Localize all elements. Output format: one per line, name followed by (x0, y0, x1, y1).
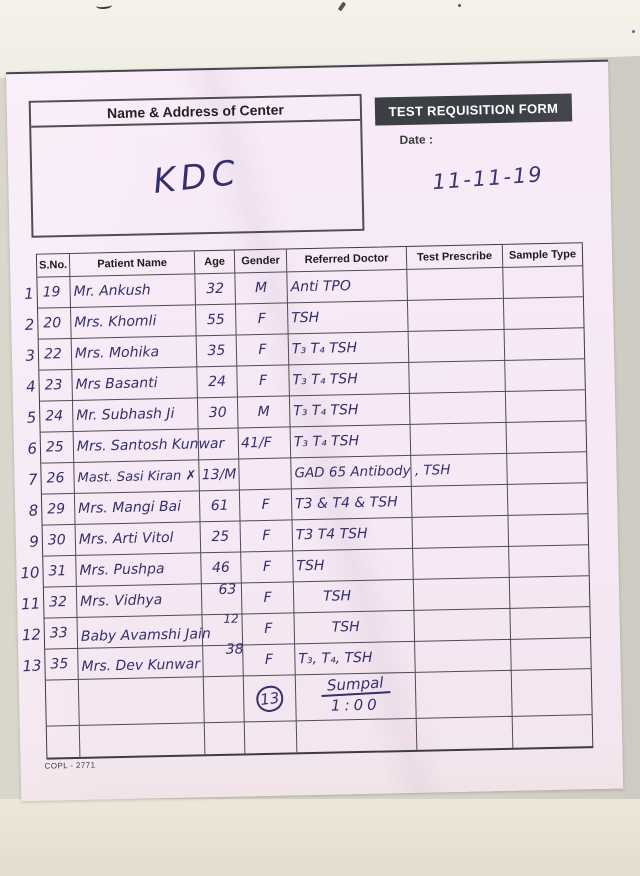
sno-value: 22 (43, 346, 62, 363)
sno-cell (44, 587, 78, 619)
test-cell (411, 454, 508, 487)
margin-number: 3 (24, 345, 36, 365)
date-value-handwritten: 11-11-19 (431, 162, 545, 195)
sno-cell (45, 649, 79, 681)
margin-number: 7 (27, 469, 39, 489)
sno-cell (42, 494, 76, 526)
summary-name-cell (79, 677, 205, 726)
age-cell (201, 521, 242, 553)
margin-number: 12 (21, 624, 42, 644)
gender-value: F (262, 527, 271, 545)
test-cell (412, 516, 509, 549)
empty-cell (417, 717, 514, 750)
header-test: Test Prescribe (407, 245, 503, 270)
margin-number: 5 (26, 407, 37, 427)
sno-cell (43, 525, 77, 557)
test-cell (407, 268, 504, 301)
sno-value: 33 (49, 625, 68, 642)
gender-value: M (257, 403, 270, 421)
sno-cell (38, 308, 72, 340)
gender-value: F (261, 496, 270, 514)
age-cell (199, 459, 240, 491)
age-value: 63 (218, 581, 237, 598)
gender-cell (236, 303, 289, 335)
margin-number: 1 (23, 283, 35, 303)
empty-cell (245, 721, 298, 753)
test-written: T3 T4 TSH (295, 525, 368, 544)
doctor-cell (292, 487, 413, 521)
center-box-title: Name & Address of Center (31, 96, 360, 128)
patient-name: Mrs. Mangi Bai (78, 498, 182, 517)
sample-cell (509, 545, 589, 578)
patient-name: Mrs. Santosh Kunwar (76, 435, 225, 455)
header-gender: Gender (235, 249, 287, 273)
sample-cell (508, 514, 588, 547)
test-cell (413, 547, 510, 580)
doctor-cell (287, 270, 408, 304)
test-written: T₃ T₄ TSH (292, 370, 358, 389)
gender-value: M (254, 279, 268, 297)
sno-value: 31 (48, 563, 67, 580)
patient-name: Mr. Subhash Ji (76, 405, 175, 424)
test-cell (414, 578, 511, 611)
summary-age-cell (204, 676, 245, 723)
sample-cell (510, 607, 590, 640)
name-cell (77, 584, 203, 618)
gender-cell (243, 644, 296, 676)
patient-name: Mrs. Khomli (74, 313, 157, 331)
test-cell (409, 361, 506, 394)
sample-cell (504, 297, 584, 330)
patient-name: Mrs. Arti Vitol (78, 529, 174, 548)
gender-value: F (258, 341, 267, 359)
gender-value: 41/F (240, 434, 272, 452)
gender-cell (239, 458, 292, 490)
sample-cell (508, 483, 588, 516)
sno-cell (40, 401, 74, 433)
margin-number: 4 (25, 376, 37, 396)
age-value: 24 (208, 373, 227, 391)
empty-cell (80, 723, 206, 757)
name-cell (78, 615, 211, 649)
age-value: 30 (208, 404, 227, 422)
header-age: Age (195, 251, 235, 275)
summary-test-cell (416, 671, 513, 719)
test-written: TSH (291, 309, 320, 327)
patient-name: Mrs. Pushpa (79, 561, 165, 579)
gender-cell (242, 582, 295, 614)
empty-cell (513, 715, 593, 748)
patient-name: Mrs. Mohika (74, 344, 160, 362)
summary-gender-cell (244, 675, 297, 722)
age-value: 13/M (201, 466, 237, 484)
margin-number: 10 (19, 562, 41, 582)
margin-number: 8 (28, 500, 39, 520)
requisition-form-paper (6, 60, 623, 801)
center-name-handwritten: KDC (151, 152, 243, 202)
scanner-bottom-band (0, 799, 640, 876)
sno-value: 35 (50, 656, 69, 673)
age-value: 35 (207, 342, 226, 360)
header-sample: Sample Type (503, 243, 582, 268)
test-written: T₃ T₄ TSH (291, 339, 358, 358)
sample-cell (507, 452, 587, 485)
age-cell (203, 641, 244, 677)
test-written: T₃ T₄ TSH (293, 401, 359, 420)
gender-cell (237, 334, 290, 366)
gender-cell (239, 427, 292, 459)
test-written: TSH (331, 618, 360, 636)
gender-cell (238, 396, 291, 428)
test-cell (411, 423, 508, 456)
sno-cell (37, 277, 71, 309)
age-cell (198, 397, 239, 429)
margin-number: 9 (28, 531, 40, 551)
test-cell (409, 330, 506, 363)
date-label: Date : (399, 132, 434, 148)
header-sno: S.No. (37, 254, 70, 278)
margin-number: 6 (26, 438, 38, 458)
patient-name: Mast. Sasi Kiran ✗ (77, 467, 197, 486)
gender-value: F (264, 651, 274, 668)
gender-value: F (264, 620, 273, 637)
age-value: 46 (211, 559, 231, 577)
doctor-cell (288, 301, 409, 335)
doctor-cell (289, 363, 410, 397)
patient-name: Mrs. Vidhya (80, 592, 163, 610)
name-cell (74, 429, 225, 463)
age-value: 32 (206, 280, 225, 298)
name-cell (72, 336, 198, 370)
sno-cell (43, 556, 77, 588)
table-rows (37, 266, 590, 680)
age-cell (197, 336, 238, 368)
doctor-cell (291, 425, 412, 459)
gender-cell (241, 551, 294, 583)
empty-cell (297, 719, 418, 753)
age-cell (197, 367, 238, 399)
margin-number: 11 (20, 593, 41, 613)
gender-cell (240, 489, 293, 521)
age-cell (195, 274, 236, 306)
form-title-badge: TEST REQUISITION FORM (375, 93, 573, 125)
sno-cell (41, 463, 75, 495)
doctor-cell (294, 580, 415, 614)
patient-name: Mr. Ankush (73, 282, 151, 300)
summary-sample-cell (512, 669, 592, 717)
age-cell (199, 428, 240, 460)
age-value: 25 (211, 528, 230, 546)
header-doctor: Referred Doctor (287, 247, 407, 273)
summary-doctor-cell (296, 673, 417, 722)
sno-value: 30 (47, 532, 66, 549)
circled-total-count: 13 (255, 684, 285, 713)
margin-number: 2 (24, 314, 35, 334)
test-cell (412, 485, 509, 518)
name-cell (78, 646, 204, 680)
age-cell (200, 490, 241, 522)
gender-value: F (262, 558, 272, 576)
header-name: Patient Name (70, 251, 195, 277)
sno-value: 25 (45, 439, 64, 456)
test-written: Anti TPO (290, 278, 352, 296)
gender-value: F (263, 589, 272, 607)
sample-cell (507, 421, 587, 454)
empty-cell (205, 722, 246, 754)
age-cell (202, 583, 243, 615)
sample-cell (505, 328, 585, 361)
doctor-cell (289, 332, 410, 366)
doctor-cell (294, 611, 415, 645)
test-written: T₃, T₄, TSH (298, 649, 373, 668)
sno-value: 24 (45, 408, 64, 425)
summary-signature: Sumpal (321, 673, 391, 697)
name-cell (72, 367, 198, 401)
test-written: TSH (322, 588, 352, 605)
summary-time: 1:00 (330, 695, 381, 715)
sample-cell (505, 359, 585, 392)
test-written: GAD 65 Antibody , TSH (294, 462, 451, 482)
sample-cell (510, 576, 590, 609)
test-written: TSH (296, 557, 325, 575)
sno-cell (39, 339, 73, 371)
age-value: 38 (225, 641, 244, 658)
test-cell (414, 609, 511, 642)
name-cell (76, 553, 202, 587)
patients-table (36, 242, 593, 759)
age-value: 61 (210, 497, 229, 515)
sno-value: 20 (43, 315, 62, 332)
patient-name: Mrs. Dev Kunwar (81, 656, 201, 675)
gender-cell (242, 613, 295, 645)
margin-number: 13 (21, 655, 42, 675)
name-cell (71, 305, 197, 339)
sno-cell (41, 432, 75, 464)
sample-cell (503, 266, 583, 299)
sno-value: 32 (49, 594, 68, 611)
doctor-cell (295, 642, 416, 676)
empty-cell (47, 726, 81, 758)
form-code: COPL - 2771 (44, 760, 96, 771)
scan-speck (458, 4, 461, 7)
sno-value: 23 (44, 377, 63, 394)
age-cell (201, 552, 242, 584)
doctor-cell (293, 518, 414, 552)
scan-speck (632, 30, 635, 33)
name-cell (70, 274, 196, 308)
center-address-box (29, 94, 365, 238)
gender-cell (235, 272, 288, 304)
patient-name: Baby Avamshi Jain (80, 626, 211, 645)
age-value: 12 (223, 611, 239, 626)
gender-value: F (257, 310, 266, 328)
test-written: T₃ T₄ TSH (293, 432, 360, 451)
age-cell (196, 305, 237, 337)
name-cell (73, 398, 199, 432)
sample-cell (511, 638, 591, 671)
sno-cell (39, 370, 73, 402)
test-cell (415, 640, 512, 673)
gender-value: F (258, 372, 268, 390)
summary-sno-cell (46, 680, 80, 727)
name-cell (76, 522, 202, 556)
test-written: T3 & T4 & TSH (295, 494, 398, 513)
sno-value: 19 (42, 284, 61, 301)
doctor-cell (290, 394, 411, 428)
test-cell (410, 392, 507, 425)
patient-name: Mrs Basanti (75, 375, 158, 393)
gender-cell (237, 365, 290, 397)
sno-value: 29 (47, 501, 66, 518)
gender-cell (241, 520, 294, 552)
sample-cell (506, 390, 586, 423)
name-cell (75, 491, 201, 525)
name-cell (74, 460, 200, 494)
age-value: 55 (206, 311, 225, 329)
sno-value: 26 (46, 470, 65, 487)
doctor-cell (293, 549, 414, 583)
test-cell (408, 299, 505, 332)
sno-cell (45, 618, 79, 650)
doctor-cell (291, 456, 451, 490)
